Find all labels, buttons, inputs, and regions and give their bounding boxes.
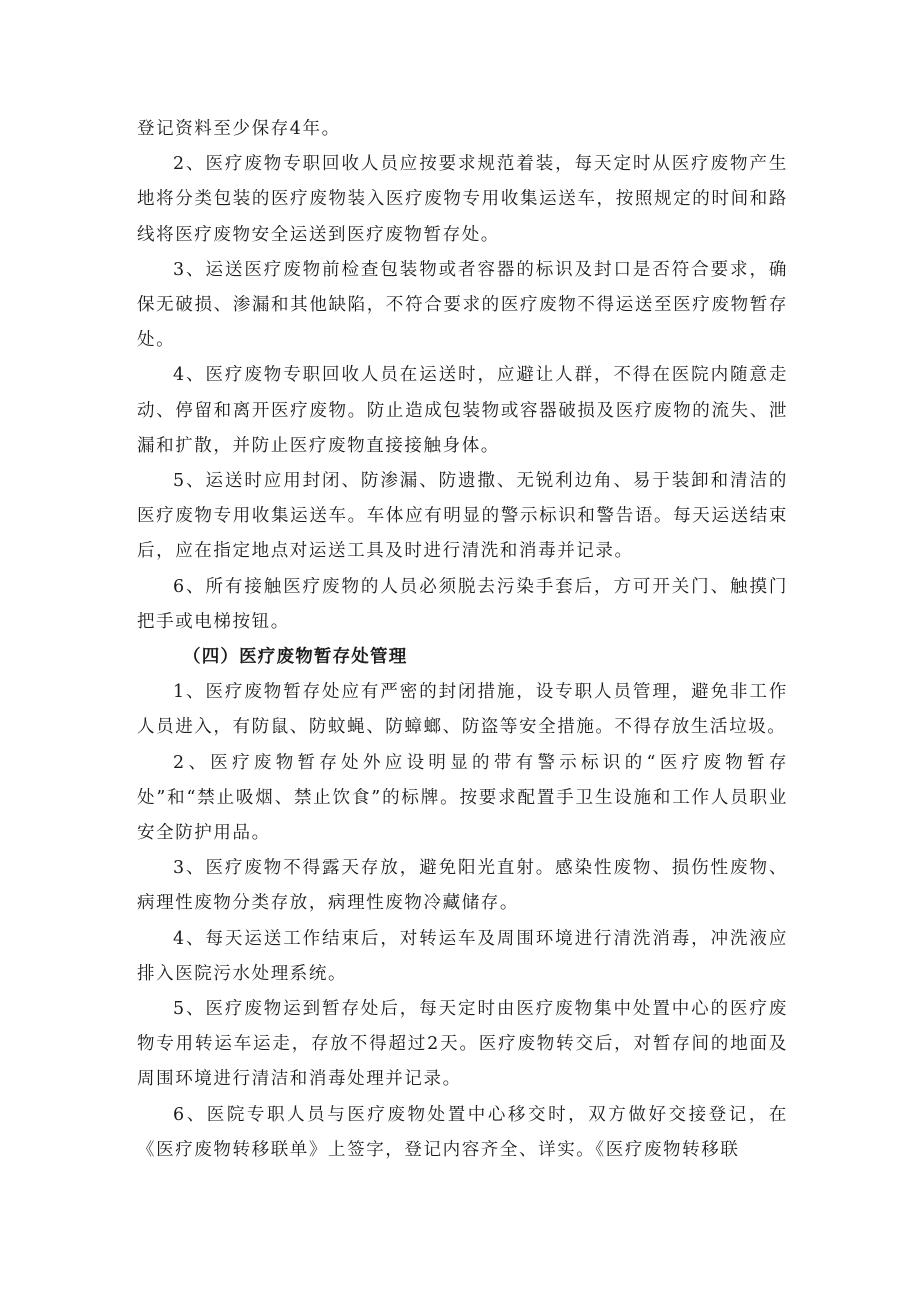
paragraph-record-retention: 登记资料至少保存4年。 [137,119,341,139]
paragraph-storage-4-disinfection: 4、每天运送工作结束后，对转运车及周围环境进行清洗消毒，冲洗液应排入医院污水处理系统。 [137,928,788,984]
paragraph-storage-1-enclosure: 1、医疗废物暂存处应有严密的封闭措施，设专职人员管理，避免非工作人员进入，有防鼠、防蚊蝇、防蟑螂、防盗等安全措施。不得存放生活垃圾。 [137,682,788,738]
paragraph-item-6-gloves: 6、所有接触医疗废物的人员必须脱去污染手套后，方可开关门、触摸门把手或电梯按钮。 [137,576,788,632]
paragraph-item-4-avoid-crowds: 4、医疗废物专职回收人员在运送时，应避让人群，不得在医院内随意走动、停留和离开医疗废物。防止造成包装物或容器破损及医疗废物的流失、泄漏和扩散，并防止医疗废物直接接触身体。 [137,365,788,456]
paragraph-storage-5-pickup: 5、医疗废物运到暂存处后，每天定时由医疗废物集中处置中心的医疗废物专用转运车运走，存放不得超过2天。医疗废物转交后，对暂存间的地面及周围环境进行清洁和消毒处理并记录。 [137,999,788,1090]
paragraph-item-3-packaging-check: 3、运送医疗废物前检查包装物或者容器的标识及封口是否符合要求，确保无破损、渗漏和其他缺陷，不符合要求的医疗废物不得运送至医疗废物暂存处。 [137,259,788,351]
section-heading: （四）医疗废物暂存处管理 [183,647,408,668]
paragraph-item-5-transport-vehicle: 5、运送时应用封闭、防渗漏、防遗撒、无锐利边角、易于装卸和清洁的医疗废物专用收集运送车。车体应有明显的警示标识和警告语。每天运送结束后，应在指定地点对运送工具及时进行清洗和消毒并记录。 [137,471,788,562]
paragraph-item-2-attire-transport: 2、医疗废物专职回收人员应按要求规范着装，每天定时从医疗废物产生地将分类包装的医疗废物装入医疗废物专用收集运送车，按照规定的时间和路线将医疗废物安全运送到医疗废物暂存处。 [137,154,788,245]
document-body [137,112,788,1168]
paragraph-storage-6-handover: 6、医院专职人员与医疗废物处置中心移交时，双方做好交接登记，在《医疗废物转移联单》上签字，登记内容齐全、详实。《医疗废物转移联 [137,1104,788,1160]
paragraph-storage-3-sunlight: 3、医疗废物不得露天存放，避免阳光直射。感染性废物、损伤性废物、病理性废物分类存放，病理性废物冷藏储存。 [137,858,788,914]
paragraph-storage-2-signage: 2、医疗废物暂存处外应设明显的带有警示标识的“医疗废物暂存处”和“禁止吸烟、禁止饮食”的标牌。按要求配置手卫生设施和工作人员职业安全防护用品。 [137,752,788,844]
